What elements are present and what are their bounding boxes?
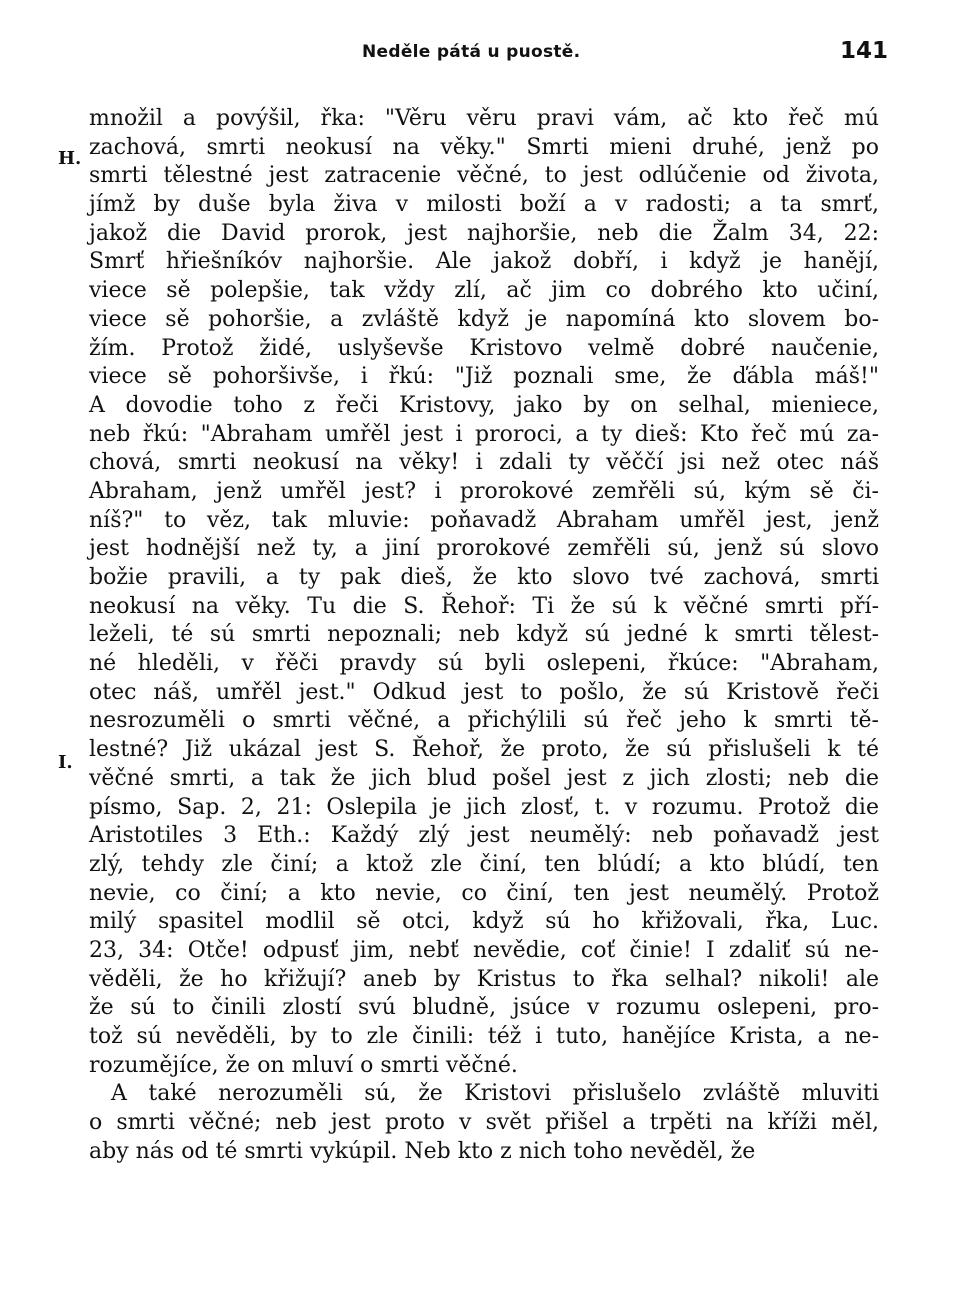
text-line: o smrti věčné; neb jest proto v svět přišel a trpěti na kříži měl,	[89, 1110, 879, 1136]
text-line: viece sě pohoršie, a zvláště když je napomíná kto slovem bo-	[89, 306, 879, 332]
text-line: nesrozuměli o smrti věčné, a přichýlili sú řeč jeho k smrti tě-	[89, 708, 879, 734]
text-line: jímž by duše byla živa v milosti boží a v radosti; a ta smrť,	[89, 192, 879, 218]
text-line: jest hodnější než ty, a jiní prorokové zemřěli sú, jenž sú slovo	[89, 536, 879, 562]
running-title: Neděle pátá u puostě.	[362, 42, 581, 62]
margin-note-i: I.	[58, 752, 73, 773]
text-line: viece sě polepšie, tak vždy zlí, ač jim co dobrého kto učiní,	[89, 278, 879, 304]
text-line: níš?" to věz, tak mluvie: poňavadž Abraham umřěl jest, jenž	[89, 507, 879, 533]
text-line: aby nás od té smrti vykúpil. Neb kto z nich toho nevěděl, že	[89, 1138, 756, 1164]
text-line: tož sú nevěděli, by to zle činili: též i tuto, hanějíce Krista, a ne-	[89, 1024, 879, 1049]
text-line: Abraham, jenž umřěl jest? i prorokové zemřěli sú, kým sě či-	[89, 478, 879, 504]
text-line: žím. Protož židé, uslyševše Kristovo velmě dobré naučenie,	[89, 335, 879, 361]
text-line: lestné? Již ukázal jest S. Řehoř, že proto, že sú přislušeli k té	[89, 737, 879, 763]
text-line: rozumějíce, že on mluví o smrti věčné.	[89, 1052, 518, 1078]
text-line: jakož die David prorok, jest najhoršie, neb die Žalm 34, 22:	[89, 220, 879, 246]
text-line: 23, 34: Otče! odpusť jim, nebť nevědie, coť činie! I zdaliť sú ne-	[89, 937, 879, 963]
text-line: nevie, co činí; a kto nevie, co činí, ten jest neumělý. Protož	[89, 880, 879, 906]
text-line: věděli, že ho křižují? aneb by Kristus to řka selhal? nikoli! ale	[89, 966, 879, 992]
text-line: Aristotiles 3 Eth.: Každý zlý jest neumělý: neb poňavadž jest	[89, 823, 879, 849]
text-line: zachová, smrti neokusí na věky." Smrti mieni druhé, jenž po	[89, 134, 879, 160]
text-line: né hleděli, v řěči pravdy sú byli oslepeni, řkúce: "Abraham,	[89, 651, 879, 677]
body-text	[89, 105, 879, 1166]
text-line: Smrť hřiešníkóv najhoršie. Ale jakož dobří, i když je hanějí,	[89, 249, 879, 275]
text-line: věčné smrti, a tak že jich blud pošel jest z jich zlosti; neb die	[89, 765, 879, 791]
page-number: 141	[840, 38, 889, 64]
text-line: že sú to činili zlostí svú bludně, jsúce v rozumu oslepeni, pro-	[89, 995, 879, 1021]
text-line: smrti tělestné jest zatracenie věčné, to jest odlúčenie od života,	[89, 163, 879, 189]
margin-note-h: H.	[58, 148, 82, 169]
text-line: božie pravili, a ty pak dieš, že kto slovo tvé zachová, smrti	[89, 565, 879, 590]
text-line: leželi, té sú smrti nepoznali; neb když sú jedné k smrti tělest-	[89, 622, 879, 648]
text-line: A také nerozuměli sú, že Kristovi přislušelo zvláště mluviti	[111, 1081, 879, 1107]
text-line: neokusí na věky. Tu die S. Řehoř: Ti že sú k věčné smrti pří-	[89, 593, 879, 619]
text-line: otec náš, umřěl jest." Odkud jest to pošlo, že sú Kristově řeči	[89, 679, 879, 705]
text-line: neb řkú: "Abraham umřěl jest i proroci, a ty dieš: Kto řeč mú za-	[89, 421, 879, 447]
text-line: A dovodie toho z řeči Kristovy, jako by on selhal, mieniece,	[89, 392, 879, 418]
text-line: zlý, tehdy zle činí; a ktož zle činí, ten blúdí; a kto blúdí, ten	[89, 851, 879, 877]
text-line: milý spasitel modlil sě otci, když sú ho křižovali, řka, Luc.	[89, 909, 879, 935]
text-line: množil a povýšil, řka: "Věru věru pravi vám, ač kto řeč mú	[89, 106, 879, 131]
text-line: písmo, Sap. 2, 21: Oslepila je jich zlosť, t. v rozumu. Protož die	[89, 794, 879, 820]
text-line: viece sě pohoršivše, i řkú: "Již poznali sme, že ďábla máš!"	[89, 364, 879, 390]
text-line: chová, smrti neokusí na věky! i zdali ty věččí jsi než otec náš	[89, 450, 879, 476]
